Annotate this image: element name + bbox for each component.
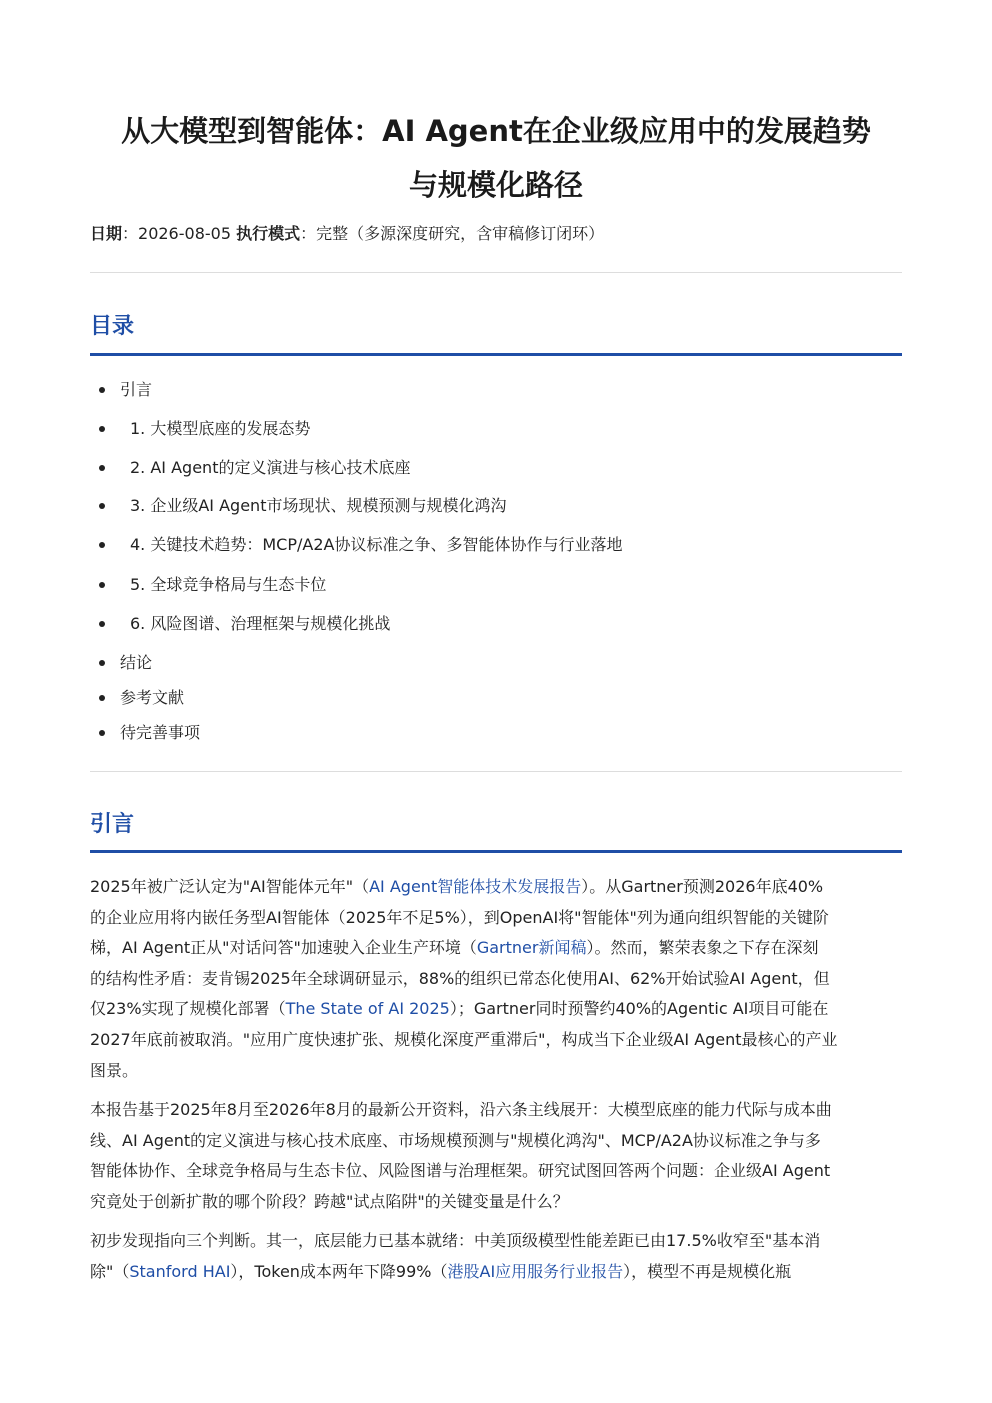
toc-heading: 目录 (90, 314, 135, 339)
toc-heading-underline (90, 353, 902, 356)
bullet-icon (99, 465, 105, 471)
ref-link-hk-ai-report[interactable]: 港股AI应用服务行业报告 (447, 1261, 624, 1281)
document-title (90, 104, 902, 212)
document-meta (90, 222, 604, 246)
intro-paragraph-3: 初步发现指向三个判断。其一，底层能力已基本就绪：中美顶级模型性能差距已由17.5%收窄至"基本消 除"（Stanford HAI），Token成本两年下降99%（港股AI应用服务行业报告），模型不再是规模化瓶 (90, 1231, 821, 1281)
title-line-2: 与规模化路径 (408, 168, 583, 202)
date-label: 日期 (90, 224, 123, 243)
ref-link-state-of-ai[interactable]: The State of AI 2025 (285, 999, 450, 1019)
bullet-icon (99, 387, 105, 393)
bullet-icon (99, 542, 105, 548)
mode-label: 执行模式 (236, 224, 301, 243)
bullet-icon (99, 730, 105, 736)
intro-heading: 引言 (90, 812, 135, 837)
divider (90, 272, 902, 273)
ref-link-gartner[interactable]: Gartner新闻稿 (476, 938, 587, 958)
divider (90, 771, 902, 772)
intro-paragraph-1: 2025年被广泛认定为"AI智能体元年"（AI Agent智能体技术发展报告）。从Gartner预测2026年底40% 的企业应用将内嵌任务型AI智能体（2025年不足5%），到OpenAI将"智能体"列为通向组织智能的关键阶 梯，AI Agent正从"对话问答"加速驶入企业生产环境（Gartner新闻稿）。然而，繁荣表象之下存在深刻 的结构性矛盾：麦肯锡2025年全球调研显示，88%的组织已常态化使用AI、62%开始试验AI Agent，但 仅23%实现了规模化部署（The State of AI 2025）；Gartner同时预警约40%的Agentic AI项目可能在 2027年底前被取消。"应用广度快速扩张、规模化深度严重滞后"，构成当下企业级AI Agent最核心的产业 图景。 (90, 877, 838, 1080)
ref-link-stanford-hai[interactable]: Stanford HAI (129, 1261, 231, 1281)
intro-paragraph-2: 本报告基于2025年8月至2026年8月的最新公开资料，沿六条主线展开：大模型底座的能力代际与成本曲 线、AI Agent的定义演进与核心技术底座、市场规模预测与"规模化鸿沟"、MCP/A2A协议标准之争与多 智能体协作、全球竞争格局与生态卡位、风险图谱与治理框架。研究试图回答两个问题：企业级AI Agent 究竟处于创新扩散的哪个阶段？跨越"试点陷阱"的关键变量是什么？ (90, 1100, 832, 1211)
intro-heading-underline (90, 850, 902, 853)
bullet-icon (99, 660, 105, 666)
ref-link-agent-report[interactable]: AI Agent智能体技术发展报告 (369, 877, 582, 896)
bullet-icon (99, 621, 105, 627)
bullet-icon (99, 582, 105, 588)
bullet-icon (99, 426, 105, 432)
date-value: ：2026-08-05 (122, 224, 237, 243)
bullet-icon (99, 503, 105, 509)
title-line-1: 从大模型到智能体：AI Agent在企业级应用中的发展趋势 (121, 114, 871, 148)
mode-value: ：完整（多源深度研究，含审稿修订闭环） (300, 224, 605, 243)
bullet-icon (99, 695, 105, 701)
